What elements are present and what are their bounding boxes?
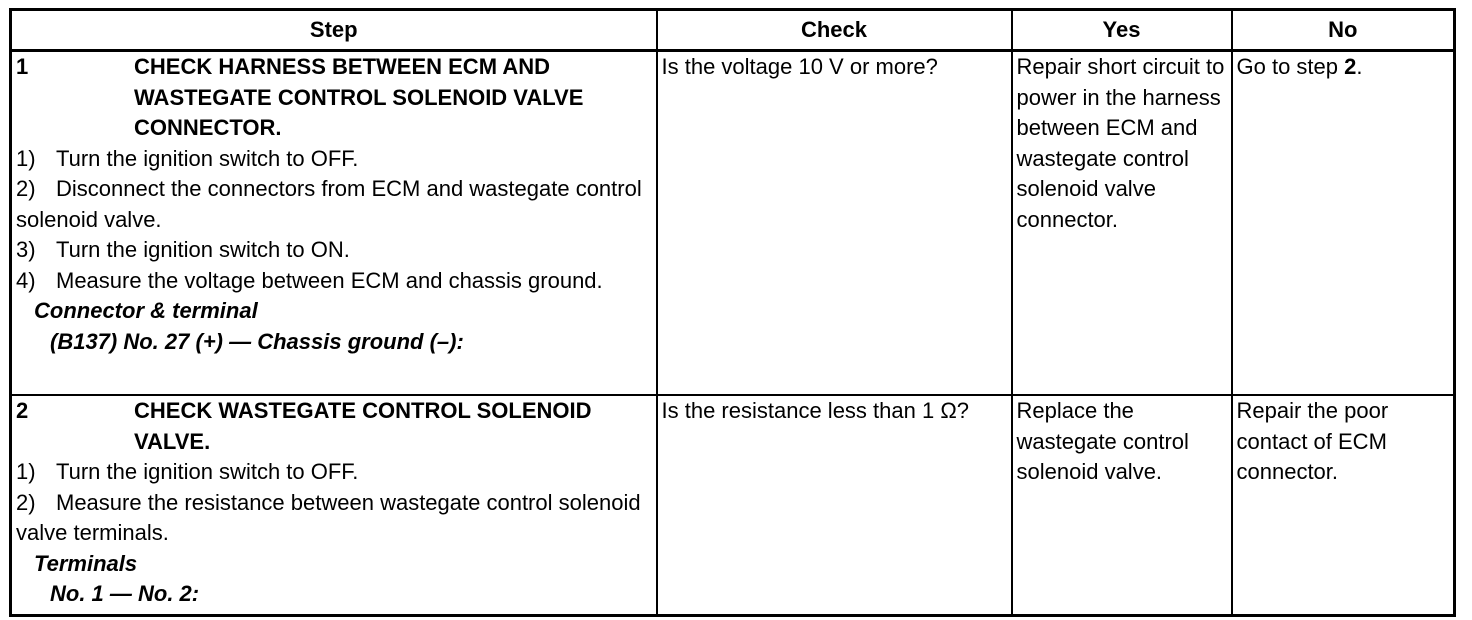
step-instructions	[16, 457, 652, 610]
instruction-item: 4) Measure the voltage between ECM and chassis ground.	[16, 267, 603, 293]
step-cell	[11, 51, 657, 396]
instruction-item: 1) Turn the ignition switch to OFF.	[16, 145, 359, 171]
yes-cell: Replace the wastegate control solenoid valve.	[1012, 395, 1232, 616]
step-number: 2	[16, 398, 29, 423]
header-yes: Yes	[1012, 10, 1232, 51]
header-no: No	[1232, 10, 1455, 51]
no-cell: Repair the poor contact of ECM connector.	[1232, 395, 1455, 616]
sub-heading: Connector & terminal	[34, 298, 258, 323]
instruction-item: 1) Turn the ignition switch to OFF.	[16, 459, 359, 484]
instruction-item: 2) Disconnect the connectors from ECM and wastegate control solenoid valve.	[16, 176, 642, 232]
sub-value: (B137) No. 27 (+) — Chassis ground (–):	[50, 328, 464, 354]
header-step: Step	[11, 10, 657, 51]
step-title: CHECK WASTEGATE CONTROL SOLENOID VALVE.	[134, 398, 592, 454]
table-row	[11, 51, 1455, 396]
step-instructions	[16, 144, 652, 358]
step-link: 2	[1344, 54, 1357, 79]
header-check: Check	[657, 10, 1012, 51]
check-cell: Is the resistance less than 1 Ω?	[657, 395, 1012, 616]
check-cell: Is the voltage 10 V or more?	[657, 51, 1012, 396]
diagnostic-table	[9, 8, 1456, 617]
instruction-item: 2) Measure the resistance between wastegate control solenoid valve terminals.	[16, 489, 641, 545]
yes-cell: Repair short circuit to power in the harness between ECM and wastegate control solenoid valve connector.	[1012, 51, 1232, 396]
step-title: CHECK HARNESS BETWEEN ECM AND WASTEGATE CONTROL SOLENOID VALVE CONNECTOR.	[134, 54, 584, 140]
header-row	[11, 10, 1455, 51]
sub-heading: Terminals	[34, 550, 138, 576]
instruction-item: 3) Turn the ignition switch to ON.	[16, 237, 350, 262]
table-row	[11, 395, 1455, 616]
step-cell	[11, 395, 657, 616]
sub-value: No. 1 — No. 2:	[50, 581, 200, 606]
no-cell: Go to step 2.	[1232, 51, 1455, 396]
step-number: 1	[16, 54, 29, 79]
